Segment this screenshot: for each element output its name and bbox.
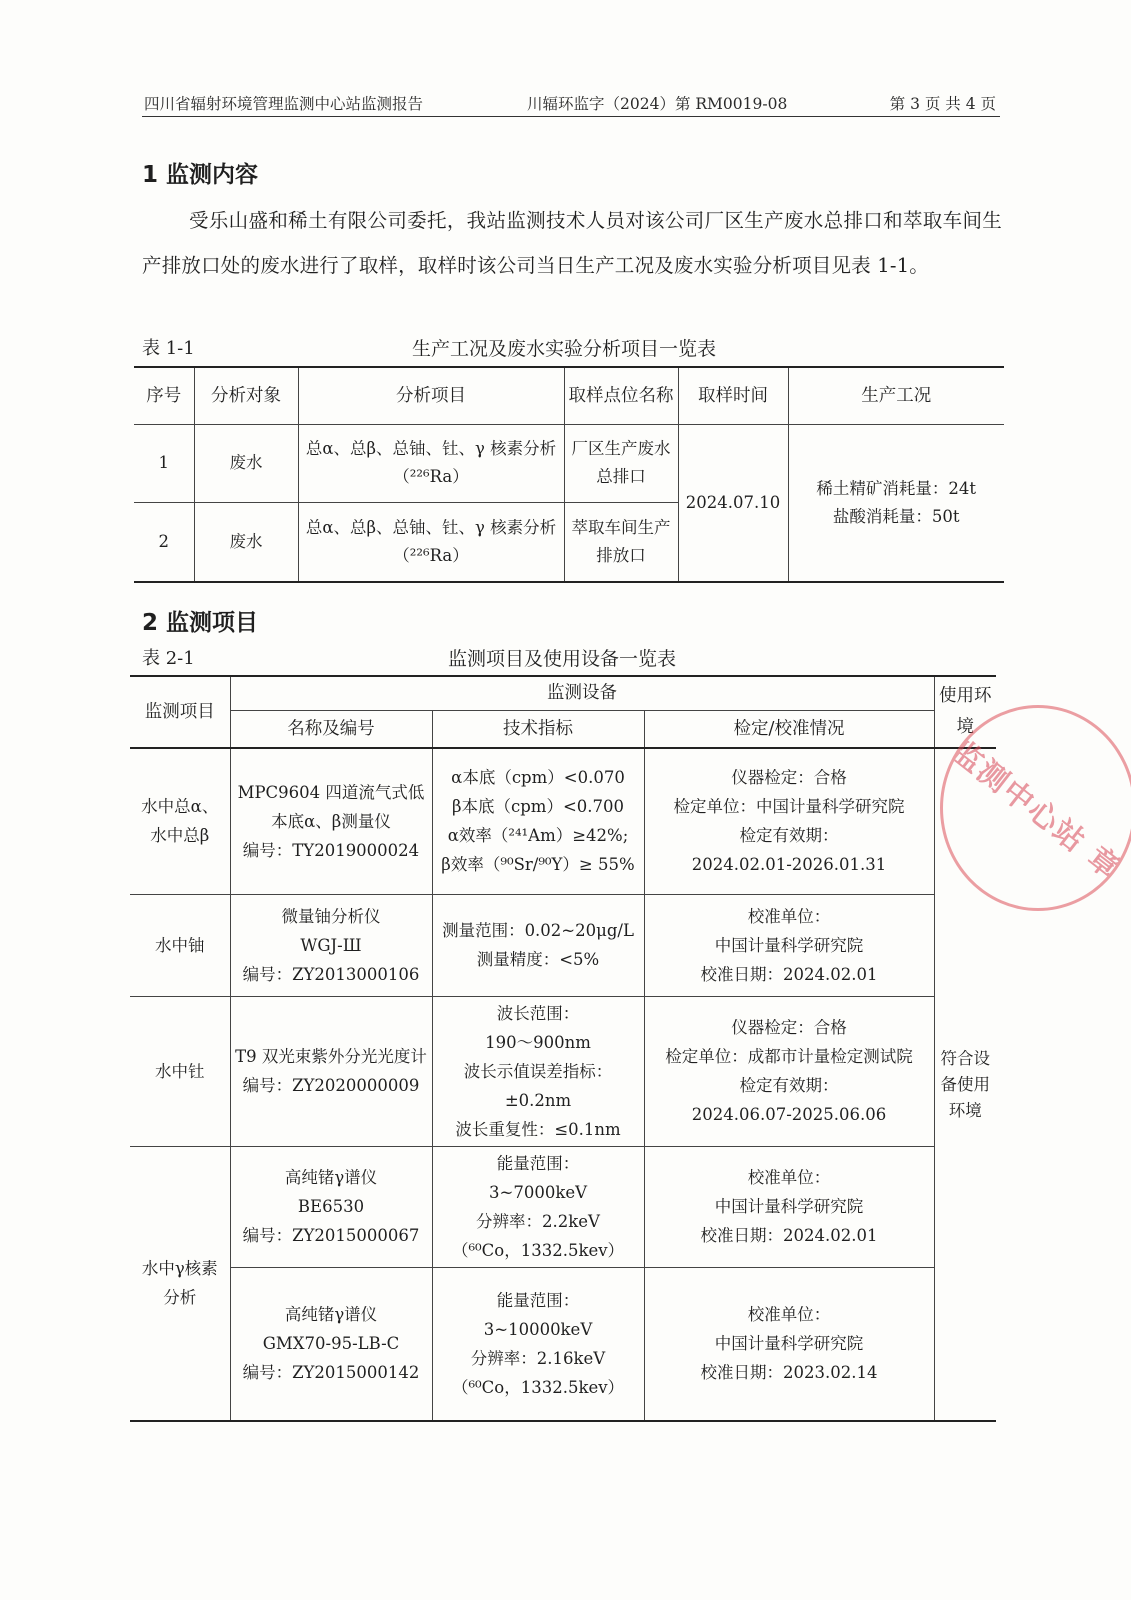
row-calib: 仪器检定：合格 检定单位：中国计量科学研究院 检定有效期： 2024.02.01-2026.01.31 bbox=[644, 748, 934, 894]
table-header-row bbox=[130, 710, 996, 748]
row-calib: 校准单位： 中国计量科学研究院 校准日期：2023.02.14 bbox=[644, 1267, 934, 1421]
page-header bbox=[142, 90, 1000, 117]
row-name: MPC9604 四道流气式低本底α、β测量仪 编号：TY2019000024 bbox=[230, 748, 432, 894]
production-condition bbox=[788, 424, 1004, 582]
table-row bbox=[130, 996, 996, 1146]
sample-time: 2024.07.10 bbox=[678, 424, 788, 582]
row-name: 微量铀分析仪 WGJ-Ш 编号：ZY2013000106 bbox=[230, 894, 432, 996]
col-header-calib: 检定/校准情况 bbox=[644, 710, 934, 748]
row-name: 高纯锗γ谱仪 GMX70-95-LB-C 编号：ZY2015000142 bbox=[230, 1267, 432, 1421]
table-row bbox=[130, 748, 996, 894]
col-header-items: 分析项目 bbox=[298, 367, 564, 424]
col-header-number: 序号 bbox=[134, 367, 194, 424]
usage-environment: 符合设备使用环境 bbox=[934, 748, 996, 1421]
col-header-site: 取样点位名称 bbox=[564, 367, 678, 424]
table-1 bbox=[134, 366, 1004, 583]
col-header-item: 监测项目 bbox=[130, 676, 230, 748]
row-item: 水中钍 bbox=[130, 996, 230, 1146]
header-org: 四川省辐射环境管理监测中心站监测报告 bbox=[144, 95, 424, 113]
condition-line: 盐酸消耗量：50t bbox=[832, 506, 960, 526]
col-header-time: 取样时间 bbox=[678, 367, 788, 424]
section-1-title: 1 监测内容 bbox=[142, 162, 259, 188]
table-row bbox=[130, 1267, 996, 1421]
row-name: 高纯锗γ谱仪 BE6530 编号：ZY2015000067 bbox=[230, 1146, 432, 1267]
row-spec: 能量范围： 3~7000keV 分辨率：2.2keV （⁶⁰Co，1332.5kev） bbox=[432, 1146, 644, 1267]
table-2 bbox=[130, 675, 996, 1422]
row-spec: α本底（cpm）<0.070 β本底（cpm）<0.700 α效率（²⁴¹Am）≥42%; β效率（⁹⁰Sr/⁹⁰Y）≥ 55% bbox=[432, 748, 644, 894]
row-site: 萃取车间生产排放口 bbox=[564, 502, 678, 582]
row-spec: 测量范围：0.02~20μg/L 测量精度：<5% bbox=[432, 894, 644, 996]
table-2-caption: 监测项目及使用设备一览表 bbox=[448, 648, 677, 670]
table-header-row bbox=[130, 676, 996, 710]
header-page-number: 第 3 页 共 4 页 bbox=[889, 95, 996, 113]
table-header-row bbox=[134, 367, 1004, 424]
row-object: 废水 bbox=[194, 502, 298, 582]
seal-text: 监测中心站 章 bbox=[944, 734, 1128, 888]
row-items: 总α、总β、总铀、钍、γ 核素分析（²²⁶Ra） bbox=[298, 502, 564, 582]
col-header-equipment: 监测设备 bbox=[230, 676, 934, 710]
col-header-spec: 技术指标 bbox=[432, 710, 644, 748]
official-seal bbox=[940, 705, 1131, 911]
row-number: 2 bbox=[134, 502, 194, 582]
row-spec: 波长范围： 190～900nm 波长示值误差指标： ±0.2nm 波长重复性：≤0.1nm bbox=[432, 996, 644, 1146]
col-header-object: 分析对象 bbox=[194, 367, 298, 424]
section-2-title: 2 监测项目 bbox=[142, 610, 259, 636]
row-item: 水中总α、水中总β bbox=[130, 748, 230, 894]
table-row bbox=[130, 1146, 996, 1267]
row-object: 废水 bbox=[194, 424, 298, 502]
row-item: 水中γ核素分析 bbox=[130, 1146, 230, 1421]
section-1-paragraph bbox=[142, 198, 1002, 288]
row-item: 水中铀 bbox=[130, 894, 230, 996]
row-calib: 仪器检定：合格 检定单位：成都市计量检定测试院 检定有效期： 2024.06.07-2025.06.06 bbox=[644, 996, 934, 1146]
col-header-env: 使用环境 bbox=[934, 676, 996, 748]
table-1-label: 表 1-1 bbox=[142, 338, 195, 359]
col-header-condition: 生产工况 bbox=[788, 367, 1004, 424]
row-calib: 校准单位： 中国计量科学研究院 校准日期：2024.02.01 bbox=[644, 1146, 934, 1267]
row-items: 总α、总β、总铀、钍、γ 核素分析（²²⁶Ra） bbox=[298, 424, 564, 502]
table-row bbox=[130, 894, 996, 996]
paragraph-text: 受乐山盛和稀土有限公司委托，我站监测技术人员对该公司厂区生产废水总排口和萃取车间生产排放口处的废水进行了取样，取样时该公司当日生产工况及废水实验分析项目见表 1-1。 bbox=[142, 209, 1002, 277]
row-calib: 校准单位： 中国计量科学研究院 校准日期：2024.02.01 bbox=[644, 894, 934, 996]
row-site: 厂区生产废水总排口 bbox=[564, 424, 678, 502]
row-name: T9 双光束紫外分光光度计 编号：ZY2020000009 bbox=[230, 996, 432, 1146]
table-row bbox=[134, 424, 1004, 502]
row-spec: 能量范围： 3~10000keV 分辨率：2.16keV （⁶⁰Co，1332.5kev） bbox=[432, 1267, 644, 1421]
col-header-name: 名称及编号 bbox=[230, 710, 432, 748]
table-1-caption: 生产工况及废水实验分析项目一览表 bbox=[412, 338, 717, 360]
table-2-label: 表 2-1 bbox=[142, 648, 195, 669]
row-number: 1 bbox=[134, 424, 194, 502]
condition-line: 稀土精矿消耗量：24t bbox=[816, 478, 977, 498]
header-report-number: 川辐环监字（2024）第 RM0019-08 bbox=[527, 95, 788, 113]
